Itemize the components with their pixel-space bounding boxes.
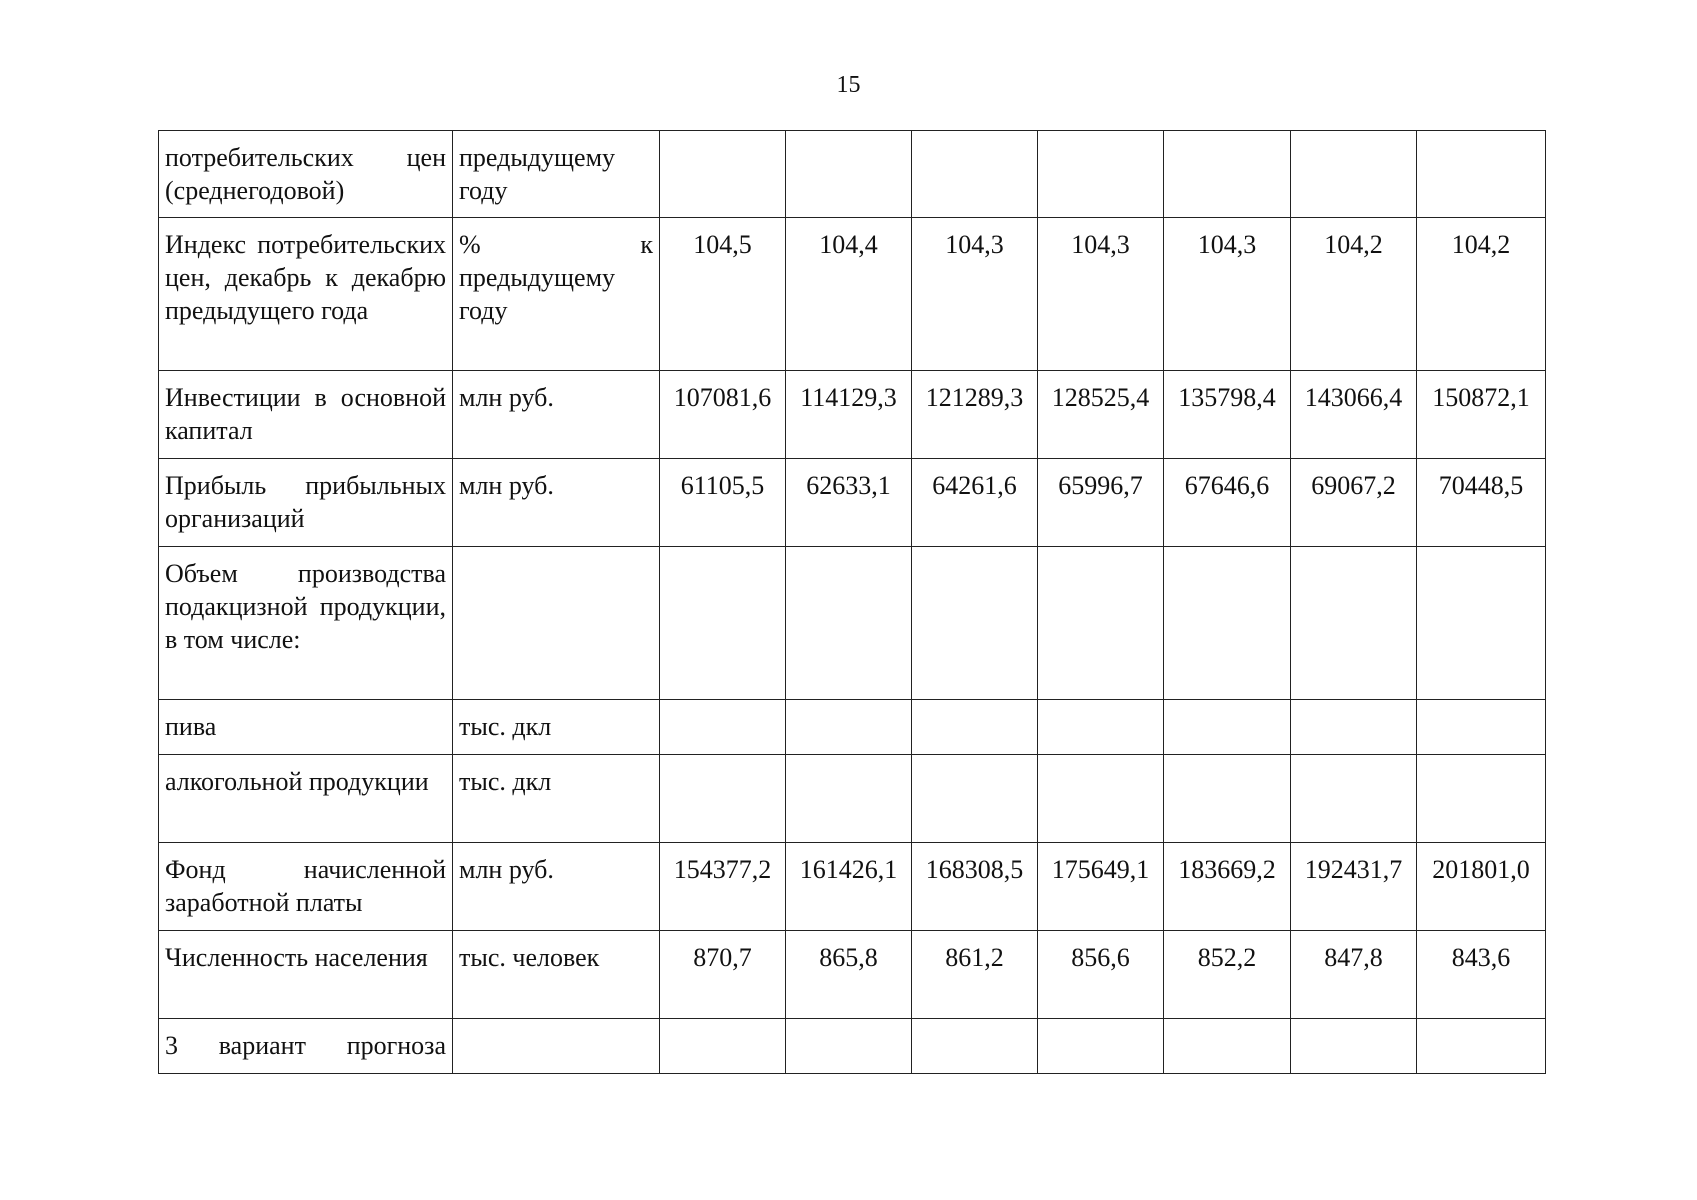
table-row (159, 547, 1546, 700)
table-row (159, 371, 1546, 459)
value-cell: 62633,1 (786, 459, 912, 547)
value-cell: 847,8 (1291, 931, 1417, 1019)
value-cell (1291, 1019, 1417, 1074)
value-cell: 104,5 (660, 218, 786, 371)
unit-cell (453, 218, 660, 371)
unit-cell: тыс. человек (453, 931, 660, 1019)
value-cell: 852,2 (1164, 931, 1291, 1019)
indicator-name: 3 вариант прогноза (159, 1019, 453, 1074)
table-row (159, 218, 1546, 371)
value-cell: 870,7 (660, 931, 786, 1019)
table-row (159, 755, 1546, 843)
indicator-name: Индекс потребительских цен, декабрь к декабрю предыдущего года (159, 218, 453, 371)
value-cell: 128525,4 (1038, 371, 1164, 459)
table-row (159, 700, 1546, 755)
value-cell (912, 547, 1038, 700)
value-cell (786, 547, 912, 700)
value-cell (660, 1019, 786, 1074)
value-cell (1417, 131, 1546, 218)
value-cell (1164, 755, 1291, 843)
value-cell (1038, 1019, 1164, 1074)
value-cell: 67646,6 (1164, 459, 1291, 547)
value-cell (786, 755, 912, 843)
value-cell: 104,3 (1038, 218, 1164, 371)
value-cell: 64261,6 (912, 459, 1038, 547)
value-cell: 107081,6 (660, 371, 786, 459)
value-cell (912, 131, 1038, 218)
value-cell: 150872,1 (1417, 371, 1546, 459)
value-cell: 69067,2 (1291, 459, 1417, 547)
indicator-name: пива (159, 700, 453, 755)
value-cell (912, 700, 1038, 755)
value-cell (1291, 700, 1417, 755)
value-cell: 104,2 (1291, 218, 1417, 371)
value-cell (660, 755, 786, 843)
value-cell (1417, 547, 1546, 700)
value-cell: 161426,1 (786, 843, 912, 931)
value-cell: 143066,4 (1291, 371, 1417, 459)
value-cell (1291, 547, 1417, 700)
unit-cell: млн руб. (453, 371, 660, 459)
indicator-name: Прибыль прибыльных организаций (159, 459, 453, 547)
page-number: 15 (836, 72, 861, 98)
value-cell: 175649,1 (1038, 843, 1164, 931)
value-cell (1038, 547, 1164, 700)
value-cell: 843,6 (1417, 931, 1546, 1019)
value-cell (660, 547, 786, 700)
value-cell: 192431,7 (1291, 843, 1417, 931)
unit-percent-sign: % (459, 230, 481, 259)
value-cell (786, 700, 912, 755)
value-cell: 861,2 (912, 931, 1038, 1019)
value-cell (786, 131, 912, 218)
value-cell: 104,3 (912, 218, 1038, 371)
value-cell (1038, 131, 1164, 218)
value-cell (1164, 131, 1291, 218)
value-cell (1164, 1019, 1291, 1074)
value-cell: 856,6 (1038, 931, 1164, 1019)
table-row (159, 1019, 1546, 1074)
value-cell: 70448,5 (1417, 459, 1546, 547)
value-cell: 61105,5 (660, 459, 786, 547)
value-cell (1291, 131, 1417, 218)
indicator-name: Фонд начисленной заработной платы (159, 843, 453, 931)
value-cell: 104,4 (786, 218, 912, 371)
value-cell (1038, 755, 1164, 843)
unit-cell: тыс. дкл (453, 700, 660, 755)
value-cell (1291, 755, 1417, 843)
table-row (159, 931, 1546, 1019)
unit-cell: млн руб. (453, 843, 660, 931)
value-cell (1417, 700, 1546, 755)
value-cell: 154377,2 (660, 843, 786, 931)
value-cell (660, 700, 786, 755)
value-cell: 201801,0 (1417, 843, 1546, 931)
value-cell: 135798,4 (1164, 371, 1291, 459)
value-cell (1164, 700, 1291, 755)
value-cell (1417, 1019, 1546, 1074)
value-cell: 65996,7 (1038, 459, 1164, 547)
value-cell: 104,3 (1164, 218, 1291, 371)
value-cell: 865,8 (786, 931, 912, 1019)
forecast-table (158, 130, 1546, 1074)
unit-preposition: к (640, 230, 653, 259)
value-cell (1417, 755, 1546, 843)
unit-cell (453, 1019, 660, 1074)
value-cell (1038, 700, 1164, 755)
indicator-name: алкогольной продукции (159, 755, 453, 843)
value-cell: 183669,2 (1164, 843, 1291, 931)
table-row (159, 131, 1546, 218)
value-cell (1164, 547, 1291, 700)
value-cell (786, 1019, 912, 1074)
value-cell (912, 755, 1038, 843)
table-row (159, 459, 1546, 547)
value-cell: 104,2 (1417, 218, 1546, 371)
value-cell (912, 1019, 1038, 1074)
indicator-name: потребительских цен (среднегодовой) (159, 131, 453, 218)
indicator-name: Численность населения (159, 931, 453, 1019)
indicator-name: Инвестиции в основной капитал (159, 371, 453, 459)
value-cell: 114129,3 (786, 371, 912, 459)
value-cell: 121289,3 (912, 371, 1038, 459)
table-row (159, 843, 1546, 931)
unit-cell: предыдущему году (453, 131, 660, 218)
indicator-name: Объем производства подакцизной продукции, в том числе: (159, 547, 453, 700)
value-cell: 168308,5 (912, 843, 1038, 931)
unit-cell: тыс. дкл (453, 755, 660, 843)
value-cell (660, 131, 786, 218)
unit-cell: млн руб. (453, 459, 660, 547)
unit-text: предыдущему году (459, 263, 616, 325)
unit-cell (453, 547, 660, 700)
